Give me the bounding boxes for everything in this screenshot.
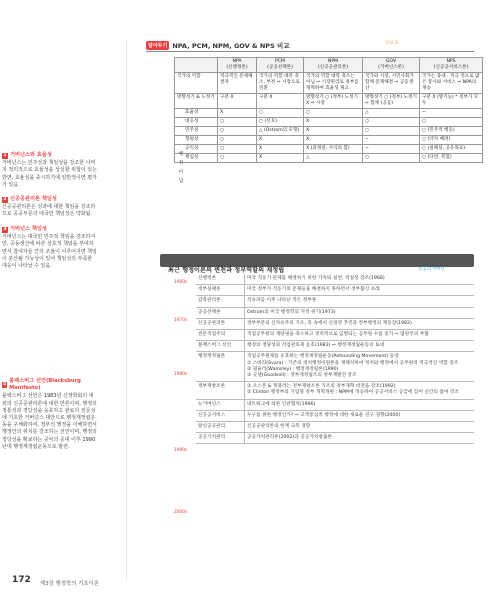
theory-description: Ostrom의 미국 행정학의 지적 위기(1973) bbox=[244, 308, 474, 318]
era-label: 2000s bbox=[174, 510, 188, 515]
side-note-2 bbox=[2, 196, 98, 219]
note-title: 블랙스버그 선언(Blacksburg Manifesto) bbox=[9, 378, 81, 392]
table-row bbox=[175, 145, 483, 154]
table-cell: 구분 X bbox=[218, 94, 257, 109]
theory-name: 전문직업주의 bbox=[198, 332, 226, 338]
title-rule bbox=[146, 51, 474, 52]
table-cell: 적극적인 문제해결자 bbox=[218, 73, 257, 94]
timeline-row bbox=[196, 400, 474, 411]
timeline-row bbox=[196, 341, 474, 352]
rowgroup-label: 행정이념 bbox=[178, 152, 184, 184]
theory-description: 정부부문의 신자유주의 기조, 즉 속에서 신경영 추진과 정부행정의 재동장(1982) bbox=[244, 319, 474, 329]
note-text: 거버넌스는 대국민 민주적 책임을 강조하지만, 공동생산에 따른 상호적 책임을 부여하면서 참여자들 간의 조율이 이루어지면 책임이 분산될 가능성이 있어 책임성의 부족한 대응이 나타날 수 있음. bbox=[2, 234, 97, 270]
theory-name: 정부재창조론 bbox=[198, 384, 226, 390]
table-row bbox=[175, 118, 483, 127]
table-cell: ○ bbox=[304, 109, 363, 118]
theory-name: 감축관리론 bbox=[198, 298, 221, 304]
theory-name: 공공가치관리 bbox=[198, 435, 226, 441]
note-number: 2 bbox=[3, 196, 7, 202]
table-cell: X (과정설, 사익의 합) bbox=[304, 145, 363, 154]
table-row bbox=[175, 136, 483, 145]
table-row bbox=[175, 154, 483, 163]
table-header-cell: GOV (거버넌스론) bbox=[363, 58, 420, 73]
note-text: 신공공관리론은 성과에 대한 책임을 강조하므로 공공부문의 대국민 책임성은 약화됨. bbox=[2, 204, 96, 218]
table-cell: 방향성기 ○ (정부) 노정기 X ⇨ 시장 bbox=[304, 94, 363, 109]
row-label: 형평성 bbox=[175, 136, 218, 145]
page-number: 172 bbox=[12, 575, 31, 585]
table-cell: − bbox=[363, 136, 420, 145]
theory-timeline-table bbox=[196, 274, 474, 444]
table-cell: 구분 X (방기능) * 정부가 모두 bbox=[420, 94, 483, 109]
timeline-row bbox=[196, 319, 474, 330]
lower-section-title: 최근 행정이론의 변천과 정부역할의 재정립 bbox=[168, 267, 285, 274]
row-label: 민주성 bbox=[175, 127, 218, 136]
theory-description: 신공공관리론의 한계 극복 경향 bbox=[244, 422, 474, 432]
theory-name: 신행정론 bbox=[198, 276, 217, 281]
theory-name: 행정재정립론 bbox=[198, 354, 226, 360]
table-header-cell: NPS (신공공서비스론) bbox=[420, 58, 483, 73]
side-note-1 bbox=[2, 152, 98, 189]
theory-name: 뉴거버넌스 bbox=[198, 401, 221, 407]
table-cell: 구분 X bbox=[257, 94, 304, 109]
table-row bbox=[175, 94, 483, 109]
lower-section-tag: 신공리거버넌 bbox=[418, 267, 445, 272]
theory-name: 블랙스버그 선언 bbox=[198, 343, 232, 349]
table-cell: ○ bbox=[218, 136, 257, 145]
theory-description: 미국 정부가 격동기의 문제들을 해결하지 못하면서 정부불신 초래 bbox=[244, 285, 474, 295]
top-handnote: 일로 X bbox=[385, 41, 399, 46]
timeline-row bbox=[196, 330, 474, 341]
note-text: 블랙스버그 선언은 1983년 신정학회의 대외의 신공공관리론에 대한 반론이며, 행정의 정통성과 정당성을 옹호하고 관료의 전문성에 기초한 거버넌스 대안으로 행정재정립운동을 구체화하여, 정부의 행정을 이해하면서 행정인의 위치를 강조하는 선언이며, 행정의 정당성을 확보하는 공익의 증대 이후 1990년대 행정재정립운동으로 발전. bbox=[2, 393, 97, 450]
table-row bbox=[175, 109, 483, 118]
table-cell: △ (Ostrom의 모형) bbox=[257, 127, 304, 136]
note-number: 4 bbox=[2, 382, 7, 388]
table-cell: ○ bbox=[218, 118, 257, 127]
table-cell: ○ bbox=[363, 154, 420, 163]
table-row bbox=[175, 73, 483, 94]
note-number: 1 bbox=[3, 152, 7, 158]
row-label: 책임성 bbox=[175, 154, 218, 163]
column-divider bbox=[126, 40, 127, 580]
table-cell: 국가의 역할 대폭 축소, 부정 ⇨ 시장으로 전환 bbox=[257, 73, 304, 94]
note-title: 거버넌스 책임성 bbox=[10, 226, 47, 232]
table-cell: 국가와 시장, 시민사회가 함께 문제해결 ⇨ 공동생산 bbox=[363, 73, 420, 94]
era-label: 1970s bbox=[174, 318, 188, 323]
theory-description: 미국 격동기 문제를 해결하기 위한 가치와 실천, 적실성 강조(1968) bbox=[244, 274, 474, 284]
section-badge: 알아두기 bbox=[148, 43, 168, 49]
table-cell: ○ (다면, 복합) bbox=[420, 154, 483, 163]
table-cell: X bbox=[304, 136, 363, 145]
note-title: 거버넌스와 효율성 bbox=[10, 152, 52, 158]
table-cell: ○ bbox=[257, 109, 304, 118]
note-text: 거버넌스는 민주성과 책임성을 강조한 나머지 정의적으로 효율성을 상실할 위험이 있는 반면, 효율성을 중시하기에 일반적이면 평가가 있음. bbox=[2, 160, 97, 188]
table-cell: X bbox=[257, 145, 304, 154]
table-cell: 국가는 중대 · 적극 적으로 많은 봉사와 서비스 ⇨ NPA의 계승 bbox=[420, 73, 483, 94]
timeline-row bbox=[196, 411, 474, 422]
table-cell: X bbox=[304, 127, 363, 136]
table-cell: ○ (약자 배려) bbox=[420, 136, 483, 145]
theory-description: 석유파동 이후 나타난 작은 정부론 bbox=[244, 296, 474, 306]
theory-description: ① 오스본 & 게블러는 정부재창조론 기조의 정부개혁 비전을 강조(1992) ② Clinton 행정부의 기업형 정부 개혁개편 : NPM에 적응하여 공공서비스 공급에 있어 신간의 참여 강조 bbox=[244, 382, 474, 398]
table-cell: ○ bbox=[363, 118, 420, 127]
table-cell: ○ bbox=[363, 127, 420, 136]
table-cell: ○ bbox=[218, 154, 257, 163]
timeline-row bbox=[196, 382, 474, 399]
side-note-4 bbox=[2, 378, 98, 451]
table-cell: − bbox=[420, 109, 483, 118]
row-label: 국가의 역할 bbox=[175, 73, 218, 94]
theory-description: 직업공무원제를 옹호하는 행정재정립운동(Refounding Movement) 등장 ① 스바라(Svara) : 기존의 정치행정이원론을 재해석하여 정치와 행정에서 공무원의 적극적인 역할 강조 ② 웜슬리(Wamsley) : 행정재정립론(1990) ③ 굿셀(Goodsell) : 정부재정립조의 정부재발견 강조 bbox=[244, 352, 474, 381]
theory-name: 신공공관리론 bbox=[198, 320, 226, 326]
table-cell: 국가의 역할 대폭 축소는 아님 ⇨ 시장원리로 정부를 개혁하여 효율성 제고 bbox=[304, 73, 363, 94]
timeline-row bbox=[196, 285, 474, 296]
theory-name: 신공공서비스 bbox=[198, 412, 226, 418]
era-label: 1980s bbox=[174, 372, 188, 377]
side-note-3 bbox=[2, 226, 98, 270]
theory-description: 네트워크에 의한 인관협치(1996) bbox=[244, 400, 474, 410]
timeline-row bbox=[196, 422, 474, 433]
theory-name: 탈신공공관리 bbox=[198, 424, 226, 430]
table-header-cell: NPA (신행정론) bbox=[218, 58, 257, 73]
table-cell: △ bbox=[363, 109, 420, 118]
era-label: 1990s bbox=[174, 448, 188, 453]
table-cell: X bbox=[218, 109, 257, 118]
table-cell: △ bbox=[304, 154, 363, 163]
theory-name: 공공선택론 bbox=[198, 309, 221, 315]
row-label: 효율성 bbox=[175, 109, 218, 118]
theory-name: 정부실패론 bbox=[198, 287, 221, 293]
row-label: 공익성 bbox=[175, 145, 218, 154]
note-title: 신공공관리론 책임성 bbox=[10, 196, 57, 202]
row-label: 대응성 bbox=[175, 118, 218, 127]
table-cell: ○ bbox=[218, 145, 257, 154]
section-heading bbox=[146, 41, 290, 50]
note-number: 3 bbox=[3, 226, 7, 232]
table-cell: ○ (실체설, 공유목표) bbox=[420, 145, 483, 154]
chapter-title: 제3장 행정학의 기초이론 bbox=[40, 581, 99, 587]
table-cell: ○ (선호) bbox=[257, 118, 304, 127]
theory-description: 누구를 위한 행정인가? ⇨ 고객중심적 행정에 대한 새로운 연구 경향(2000) bbox=[244, 411, 474, 421]
table-cell: 방향성기 ○ (정부) 노정기 ⇨ 함께 (공동) bbox=[363, 94, 420, 109]
table-cell: X bbox=[257, 154, 304, 163]
table-header-cell: PCM (공공선택론) bbox=[257, 58, 304, 73]
timeline-row bbox=[196, 296, 474, 307]
timeline-row bbox=[196, 433, 474, 444]
table-row bbox=[175, 127, 483, 136]
timeline-row bbox=[196, 352, 474, 382]
theory-description: 직업공무원의 재량권을 축소하고 정치적으로 임명되는 공무원 수를 증가 ⇨ 엽관주의 부활 bbox=[244, 330, 474, 340]
timeline-row bbox=[196, 308, 474, 319]
table-cell: ○ bbox=[218, 127, 257, 136]
comparison-table bbox=[174, 57, 483, 163]
table-header-cell: NPM (신공공관리론) bbox=[304, 58, 363, 73]
theory-description: 공공가치관리론(2002)과 공공가치창출론 bbox=[244, 433, 474, 443]
table-cell: ○ (민주적 행동) bbox=[420, 127, 483, 136]
table-cell: X bbox=[304, 118, 363, 127]
table-cell: ○ bbox=[420, 118, 483, 127]
table-cell: − bbox=[363, 145, 420, 154]
table-header-cell bbox=[175, 58, 218, 73]
timeline-row bbox=[196, 274, 474, 285]
section-title: NPA, PCM, NPM, GOV & NPS 비교 bbox=[172, 42, 290, 50]
theory-description: 행정의 정당성과 직업관료제 옹호(1983) ⇨ 행정재정립운동의 토대 bbox=[244, 341, 474, 351]
table-cell: X bbox=[257, 136, 304, 145]
row-label: 방향성기 & 노정기 bbox=[175, 94, 218, 109]
era-label: 1960s bbox=[174, 280, 188, 285]
